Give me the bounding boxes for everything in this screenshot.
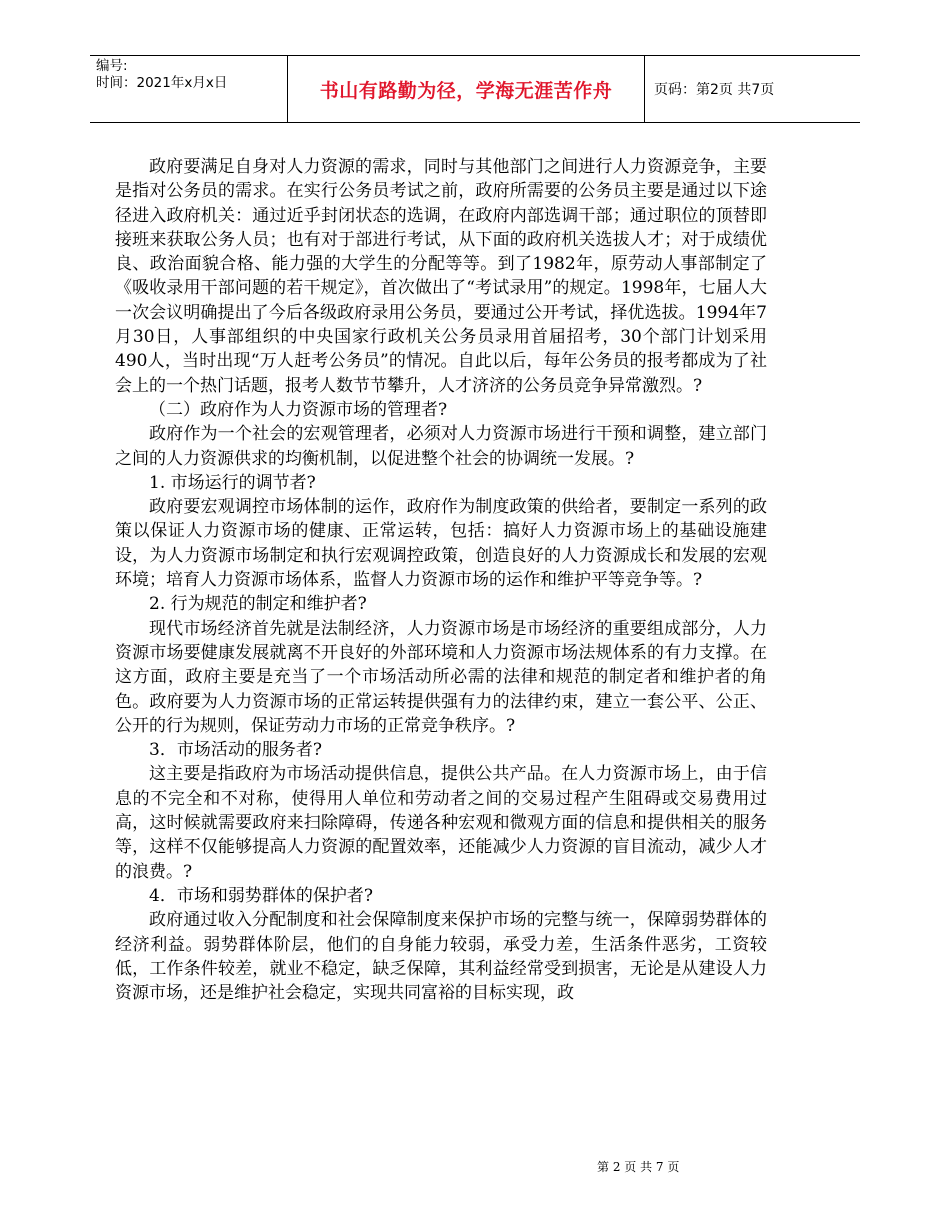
subheading-service: 3．市场活动的服务者? — [149, 740, 322, 761]
subheading-protector: 4．市场和弱势群体的保护者? — [149, 885, 373, 906]
document-body — [115, 155, 767, 1005]
paragraph-protector: 政府通过收入分配制度和社会保障制度来保护市场的完整与统一，保障弱势群体的经济利益。弱势群体阶层，他们的自身能力较弱，承受力差，生活条件恶劣，工资较低，工作条件较差，就业不稳定，缺乏保障，其利益经常受到损害，无论是从建设人力资源市场，还是维护社会稳定，实现共同富裕的目标实现，政 — [115, 910, 767, 1004]
paragraph-regulator: 政府要宏观调控市场体制的运作，政府作为制度政策的供给者，要制定一系列的政策以保证人力资源市场的健康、正常运转，包括：搞好人力资源市场上的基础设施建设，为人力资源市场制定和执行宏观调控政策，创造良好的人力资源成长和发展的宏观环境；培育人力资源市场体系，监督人力资源市场的运作和维护平等竞争等。? — [115, 497, 767, 591]
header-page-info — [654, 56, 774, 122]
paragraph-service: 这主要是指政府为市场活动提供信息，提供公共产品。在人力资源市场上，由于信息的不完全和不对称，使得用人单位和劳动者之间的交易过程产生阻碍或交易费用过高，这时候就需要政府来扫除障碍，传递各种宏观和微观方面的信息和提供相关的服务等，这样不仅能够提高人力资源的配置效率，还能减少人力资源的盲目流动，减少人才的浪费。? — [115, 764, 767, 882]
header-motto-cell — [287, 56, 645, 122]
footer-page-number: 第 2 页 共 7 页 — [597, 1160, 680, 1174]
section-heading-manager: （二）政府作为人力资源市场的管理者? — [149, 399, 448, 420]
subheading-regulator: 1. 市场运行的调节者? — [149, 472, 316, 493]
page-info-text: 页码：第2页 共7页 — [654, 82, 775, 98]
header-motto: 书山有路勤为径，学海无涯苦作舟 — [319, 79, 613, 102]
date-line: 时间：2021年x月x日 — [96, 75, 228, 91]
paragraph-rule-maker: 现代市场经济首先就是法制经济，人力资源市场是市场经济的重要组成部分，人力资源市场要健康发展就离不开良好的外部环境和人力资源市场法规体系的有力支撑。在这方面，政府主要是充当了一个市场活动所必需的法律和规范的制定者和维护者的角色。政府要为人力资源市场的正常运转提供强有力的法律约束，建立一套公平、公正、公开的行为规则，保证劳动力市场的正常竞争秩序。? — [115, 618, 767, 736]
paragraph-government-demand: 政府要满足自身对人力资源的需求，同时与其他部门之间进行人力资源竞争，主要是指对公务员的需求。在实行公务员考试之前，政府所需要的公务员主要是通过以下途径进入政府机关：通过近乎封闭状态的选调，在政府内部选调干部；通过职位的顶替即接班来获取公务人员；也有对于部进行考试，从下面的政府机关选拔人才；对于成绩优良、政治面貌合格、能力强的大学生的分配等等。到了1982年，原劳动人事部制定了《吸收录用干部问题的若干规定》，首次做出了“考试录用”的规定。1998年，七届人大一次会议明确提出了今后各级政府录用公务员，要通过公开考试，择优选拔。1994年7月30日，人事部组织的中央国家行政机关公务员录用首届招考，30个部门计划采用490人，当时出现“万人赶考公务员”的情况。自此以后，每年公务员的报考都成为了社会上的一个热门话题，报考人数节节攀升，人才济济的公务员竞争异常激烈。? — [115, 157, 767, 396]
subheading-rule-maker: 2. 行为规范的制定和维护者? — [149, 594, 367, 615]
header-meta — [96, 58, 286, 120]
paragraph-macro-manager: 政府作为一个社会的宏观管理者，必须对人力资源市场进行干预和调整，建立部门之间的人力资源供求的均衡机制，以促进整个社会的协调统一发展。? — [115, 424, 767, 469]
code-label: 编号: — [96, 58, 128, 74]
page-header — [90, 55, 860, 123]
